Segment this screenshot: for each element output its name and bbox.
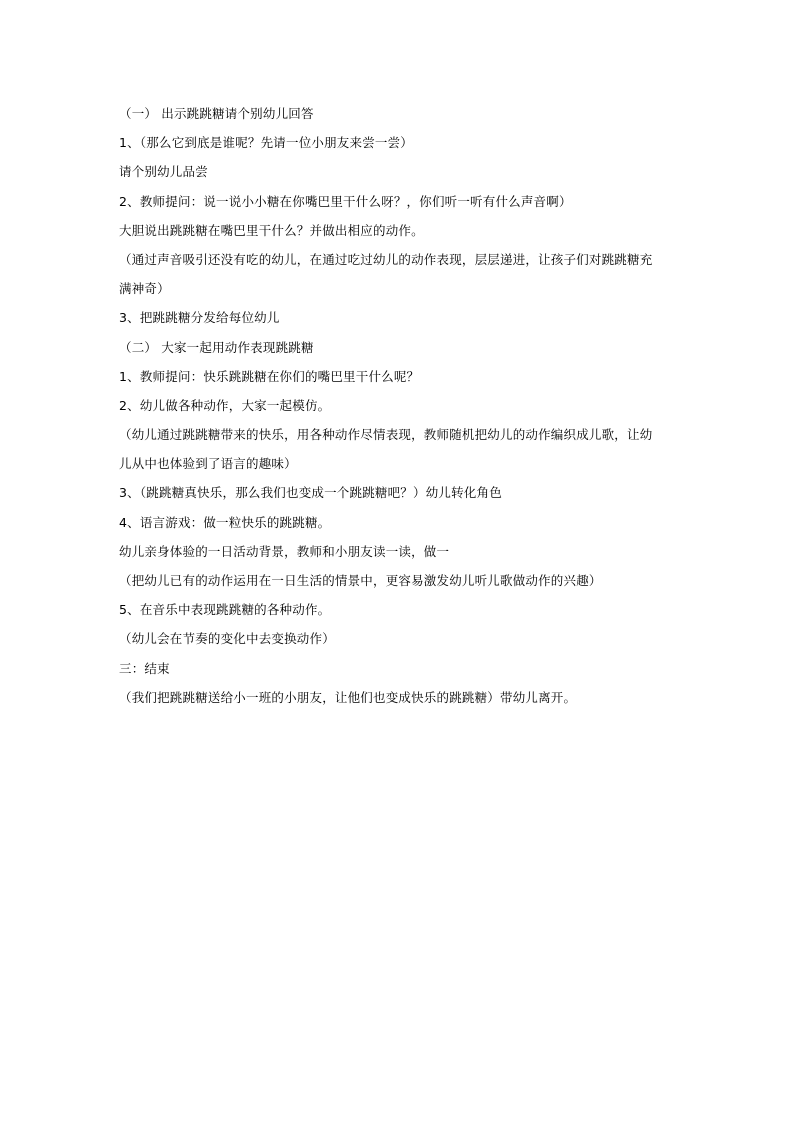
text-line: 请个别幼儿品尝 — [119, 164, 208, 180]
closing-line: （我们把跳跳糖送给小一班的小朋友，让他们也变成快乐的跳跳糖）带幼儿离开。 — [119, 689, 577, 705]
section-heading-two: （二） 大家一起用动作表现跳跳糖 — [119, 339, 314, 355]
step-line: 3、（跳跳糖真快乐，那么我们也变成一个跳跳糖吧？）幼儿转化角色 — [119, 485, 502, 501]
step-line: 3、把跳跳糖分发给每位幼儿 — [119, 310, 280, 326]
step-line: 5、在音乐中表现跳跳糖的各种动作。 — [119, 602, 331, 618]
step-line: 2、幼儿做各种动作，大家一起模仿。 — [119, 397, 331, 413]
note-line: （幼儿会在节奏的变化中去变换动作） — [119, 631, 335, 647]
note-line-continued: 儿从中也体验到了语言的趣味） — [119, 456, 297, 472]
text-line: 幼儿亲身体验的一日活动背景，教师和小朋友读一读，做一 — [119, 543, 450, 559]
note-line: （通过声音吸引还没有吃的幼儿，在通过吃过幼儿的动作表现，层层递进，让孩子们对跳跳糖充 — [119, 251, 653, 267]
step-line: 2、教师提问：说一说小小糖在你嘴巴里干什么呀？，你们听一听有什么声音啊） — [119, 193, 572, 209]
section-heading-one: （一） 出示跳跳糖请个别幼儿回答 — [119, 106, 314, 121]
section-heading-three: 三：结束 — [119, 660, 170, 676]
note-line-continued: 满神奇） — [119, 281, 170, 297]
document-body — [119, 99, 679, 712]
step-line: 1、（那么它到底是谁呢？先请一位小朋友来尝一尝） — [119, 135, 414, 151]
note-line: （把幼儿已有的动作运用在一日生活的情景中，更容易激发幼儿听儿歌做动作的兴趣） — [119, 573, 602, 588]
step-line: 4、语言游戏：做一粒快乐的跳跳糖。 — [119, 514, 331, 530]
text-line: 大胆说出跳跳糖在嘴巴里干什么？并做出相应的动作。 — [119, 222, 424, 238]
step-line: 1、教师提问：快乐跳跳糖在你们的嘴巴里干什么呢？ — [119, 368, 420, 384]
note-line: （幼儿通过跳跳糖带来的快乐，用各种动作尽情表现，教师随机把幼儿的动作编织成儿歌，让幼 — [119, 427, 653, 443]
